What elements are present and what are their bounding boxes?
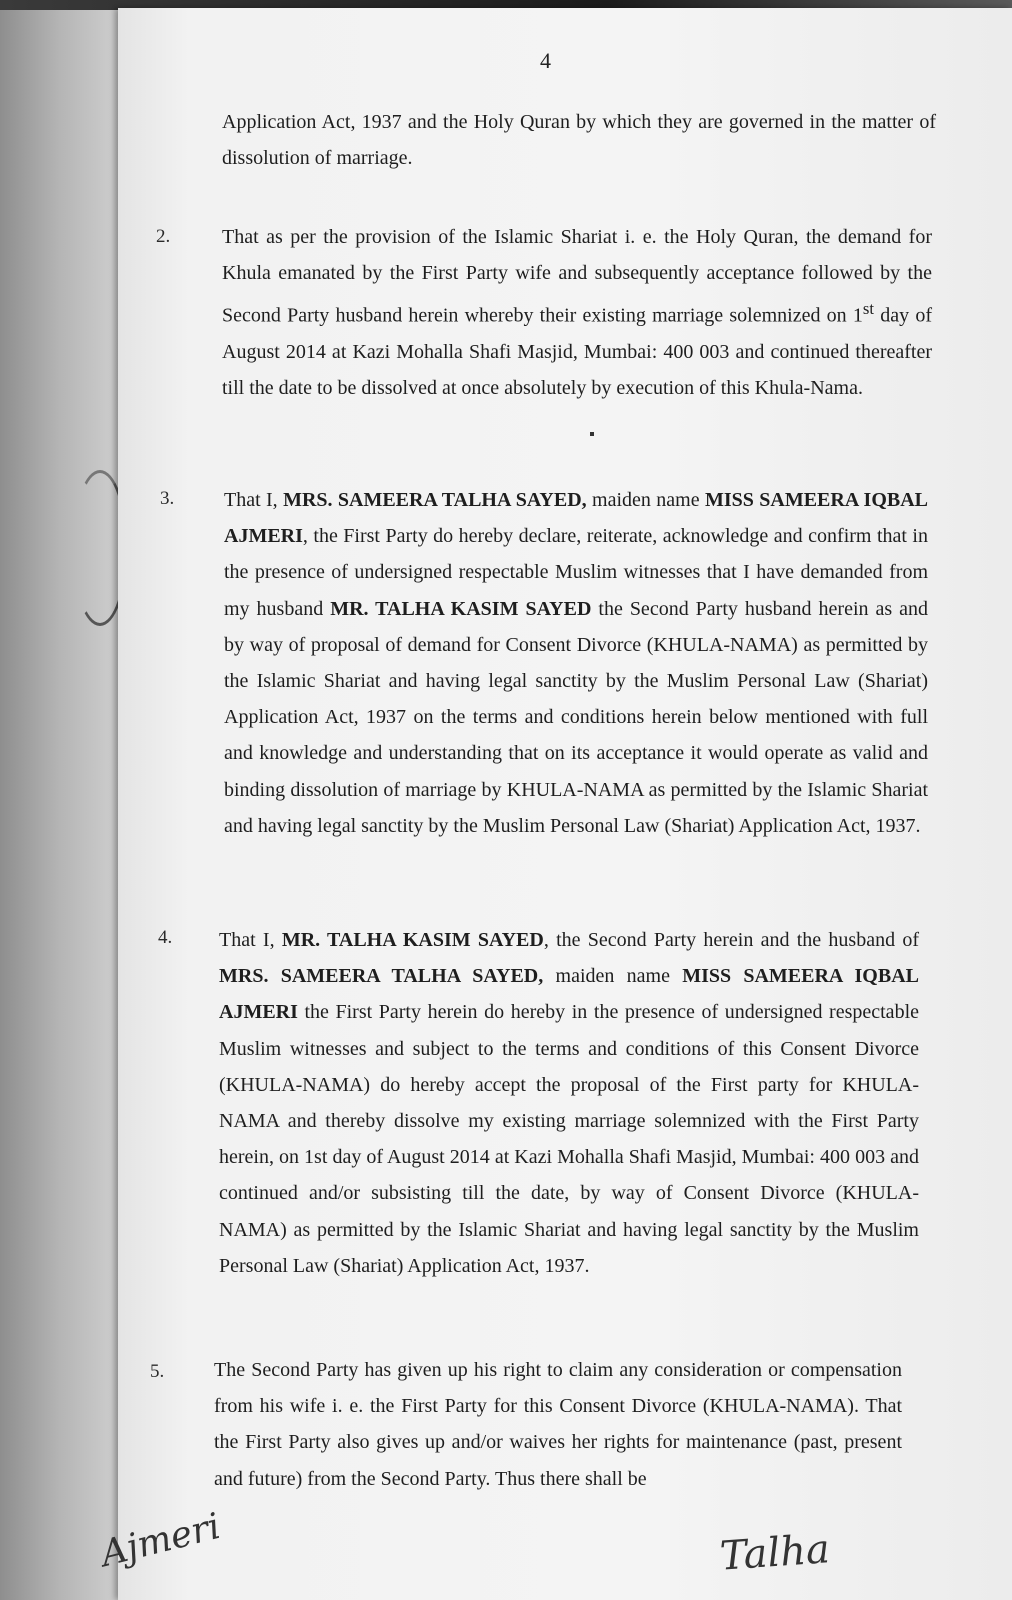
- clause-segment: , the First Party do hereby declare, reiterate, acknowledge and confirm that in the presence of undersigned respectable Muslim witnesses that I have demanded from my husband: [224, 525, 928, 620]
- bold-name: MISS SAMEERA IQBAL AJMERI: [219, 965, 919, 1024]
- bold-name: MISS SAMEERA IQBAL AJMERI: [224, 489, 929, 548]
- clause-segment: That as per the provision of the Islamic Shariat i. e. the Holy Quran, the demand for Khula emanated by the First Party wife and subsequently acceptance followed by the Second Party husband herein whereby their existing marriage solemnized on 1: [222, 226, 932, 328]
- clause-number: 3.: [160, 488, 175, 509]
- clause-segment: maiden name: [543, 965, 683, 988]
- clause-segment: That I,: [219, 929, 282, 951]
- clause-segment: the Second Party husband herein as and by way of proposal of demand for Consent Divorce (KHULA-NAMA) as permitted by the Islamic Shariat and having legal sanctity by the Muslim Personal Law (Shariat) Application Act, 1937 on the terms and conditions herein below mentioned with full and knowledge and understanding that on its acceptance it would operate as valid and binding dissolution of marriage by KHULA-NAMA as permitted by the Islamic Shariat and having legal sanctity by the Muslim Personal Law (Shariat) Application Act, 1937.: [224, 597, 929, 837]
- bold-name: MRS. SAMEERA TALHA SAYED,: [219, 965, 544, 988]
- ink-dot: [590, 432, 594, 436]
- clause-segment: maiden name: [586, 489, 705, 511]
- bold-name: MR. TALHA KASIM SAYED: [281, 929, 544, 951]
- intro-paragraph: Application Act, 1937 and the Holy Quran by which they are governed in the matter of dissolution of marriage.: [222, 111, 936, 170]
- clause-number: 2.: [156, 226, 171, 247]
- clause-segment: the First Party herein do hereby in the presence of undersigned respectable Muslim witnesses and subject to the terms and conditions of this Consent Divorce (KHULA-NAMA) do hereby accept the proposal of the First party for KHULA-NAMA and thereby dissolve my existing marriage solemnized with the First Party herein, on 1st day of August 2014 at Kazi Mohalla Shafi Masjid, Mumbai: 400 003 and continued and/or subsisting till the date, by way of Consent Divorce (KHULA-NAMA) as permitted by the Islamic Shariat and having legal sanctity by the Muslim Personal Law (Shariat) Application Act, 1937.: [219, 1001, 919, 1277]
- clause-segment: day of August 2014 at Kazi Mohalla Shafi Masjid, Mumbai: 400 003 and continued thereafter till the date to be dissolved at once absolutely by execution of this Khula-Nama.: [222, 305, 932, 400]
- clause-2-text: [222, 219, 932, 407]
- clause-segment: The Second Party has given up his right to claim any consideration or compensation from his wife i. e. the First Party for this Consent Divorce (KHULA-NAMA). That the First Party also gives up and/or waives her rights for maintenance (past, present and future) from the Second Party. Thus there shall be: [214, 1359, 902, 1490]
- clause-segment: That I,: [224, 489, 284, 511]
- first-party-signature: Ajmeri: [96, 1505, 225, 1576]
- clause-5-text: [214, 1352, 902, 1497]
- clause-number: 4.: [158, 927, 173, 948]
- second-party-signature: Talha: [718, 1526, 832, 1580]
- clause-segment: , the Second Party herein and the husband of: [543, 929, 919, 951]
- ordinal-suffix: st: [862, 299, 875, 319]
- bold-name: MRS. SAMEERA TALHA SAYED,: [283, 489, 587, 511]
- clause-4-text: [219, 922, 919, 1284]
- bold-name: MR. TALHA KASIM SAYED: [330, 597, 592, 620]
- clause-number: 5.: [150, 1361, 165, 1382]
- clause-3-text: [224, 482, 928, 844]
- page-number: 4: [540, 48, 551, 73]
